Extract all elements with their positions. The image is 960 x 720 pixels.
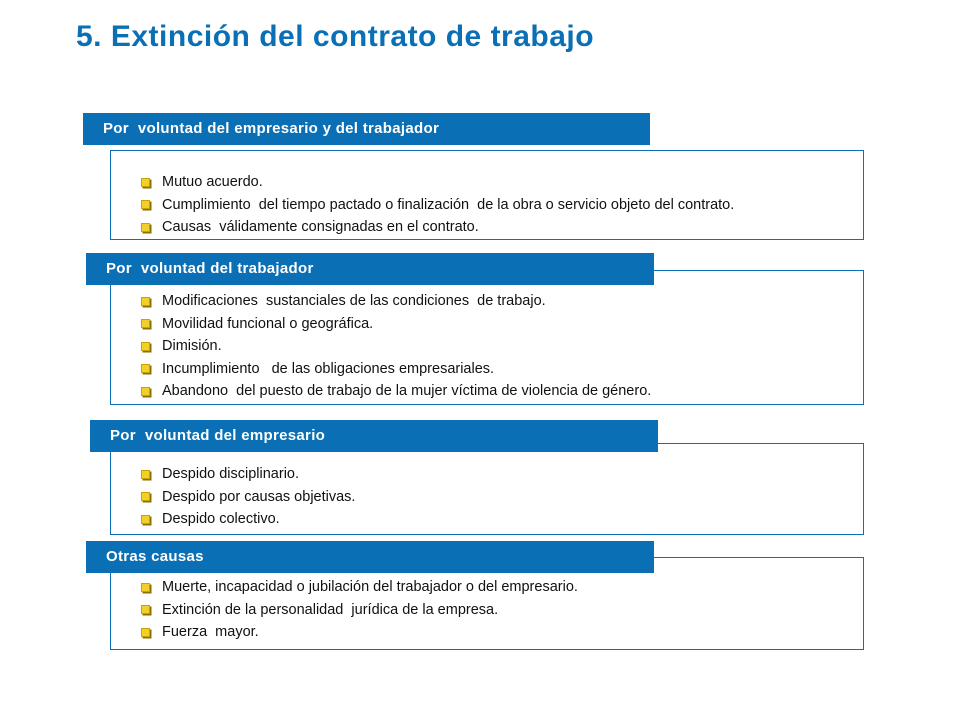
list-item: Muerte, incapacidad o jubilación del trabajador o del empresario. <box>141 576 578 599</box>
section-header: Por voluntad del trabajador <box>86 253 654 285</box>
list-item: Modificaciones sustanciales de las condiciones de trabajo. <box>141 290 651 313</box>
list-item: Abandono del puesto de trabajo de la mujer víctima de violencia de género. <box>141 380 651 403</box>
list-item: Extinción de la personalidad jurídica de la empresa. <box>141 599 578 622</box>
list-item: Movilidad funcional o geográfica. <box>141 313 651 336</box>
item-list <box>141 576 578 644</box>
bullet-icon <box>141 297 150 306</box>
bullet-icon <box>141 342 150 351</box>
bullet-icon <box>141 200 150 209</box>
list-item: Mutuo acuerdo. <box>141 171 734 194</box>
list-item: Dimisión. <box>141 335 651 358</box>
section-box <box>110 270 864 405</box>
bullet-icon <box>141 223 150 232</box>
list-item: Despido colectivo. <box>141 508 355 531</box>
list-item: Despido disciplinario. <box>141 463 355 486</box>
bullet-icon <box>141 583 150 592</box>
bullet-icon <box>141 364 150 373</box>
bullet-icon <box>141 492 150 501</box>
list-item: Cumplimiento del tiempo pactado o finalización de la obra o servicio objeto del contrato. <box>141 194 734 217</box>
section-box <box>110 443 864 535</box>
section-header: Por voluntad del empresario y del trabajador <box>83 113 650 145</box>
bullet-icon <box>141 628 150 637</box>
bullet-icon <box>141 319 150 328</box>
item-list <box>141 290 651 403</box>
section-box <box>110 150 864 240</box>
section-header: Otras causas <box>86 541 654 573</box>
list-item: Causas válidamente consignadas en el contrato. <box>141 216 734 239</box>
bullet-icon <box>141 387 150 396</box>
bullet-icon <box>141 178 150 187</box>
page-title: 5. Extinción del contrato de trabajo <box>76 20 595 53</box>
item-list <box>141 171 734 239</box>
bullet-icon <box>141 470 150 479</box>
list-item: Incumplimiento de las obligaciones empresariales. <box>141 358 651 381</box>
list-item: Despido por causas objetivas. <box>141 486 355 509</box>
list-item: Fuerza mayor. <box>141 621 578 644</box>
bullet-icon <box>141 605 150 614</box>
bullet-icon <box>141 515 150 524</box>
section-header: Por voluntad del empresario <box>90 420 658 452</box>
item-list <box>141 463 355 531</box>
